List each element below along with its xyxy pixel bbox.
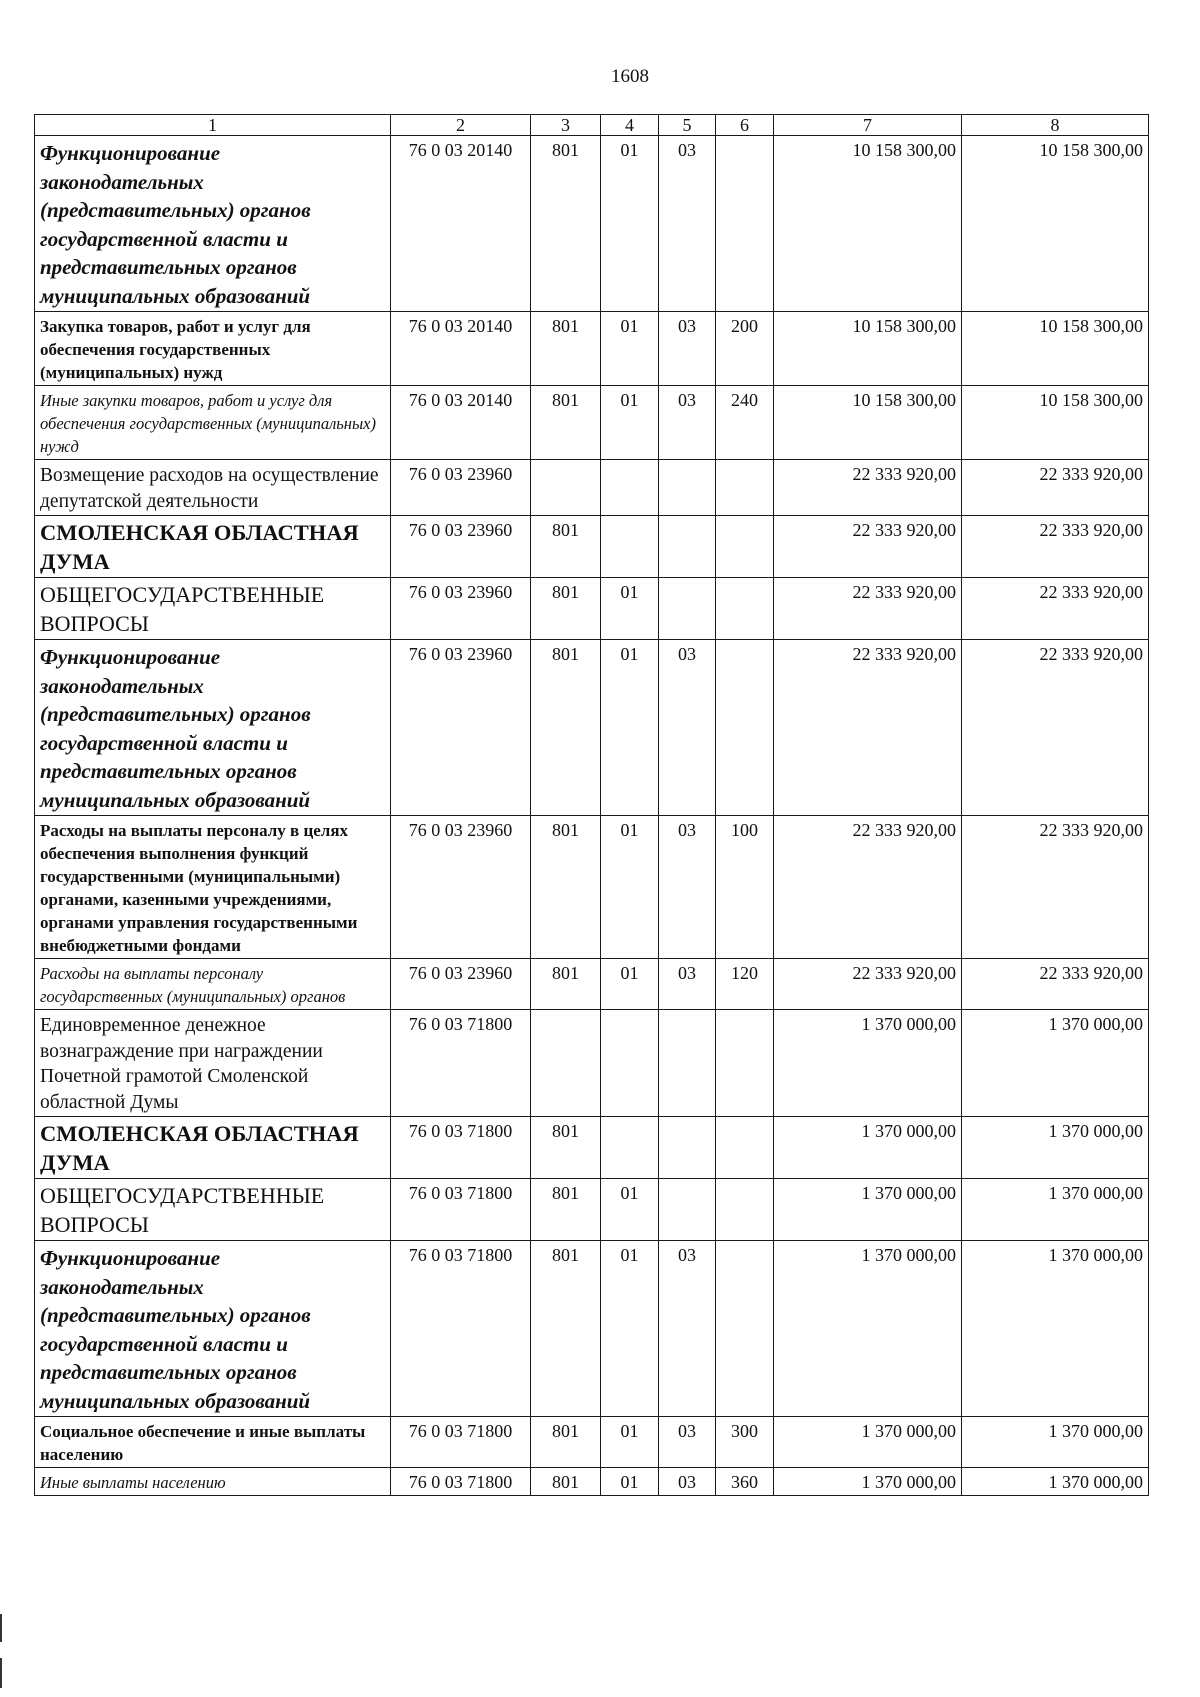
cell-amount-2: 22 333 920,00: [962, 640, 1149, 816]
cell-amount-2: 22 333 920,00: [962, 816, 1149, 959]
cell-ministry-code: 801: [531, 1179, 601, 1241]
cell-amount-2: 1 370 000,00: [962, 1117, 1149, 1179]
cell-ministry-code: 801: [531, 816, 601, 959]
cell-ministry-code: 801: [531, 136, 601, 312]
table-row: [35, 460, 1149, 516]
cell-amount-1: 22 333 920,00: [774, 460, 962, 516]
cell-expense-type: 200: [716, 312, 774, 386]
cell-name: Закупка товаров, работ и услуг для обеспечения государственных (муниципальных) нужд: [35, 312, 391, 386]
cell-expense-type: [716, 1117, 774, 1179]
cell-target-code: 76 0 03 20140: [391, 312, 531, 386]
budget-table: [34, 114, 1149, 1496]
cell-target-code: 76 0 03 23960: [391, 640, 531, 816]
table-row: [35, 1179, 1149, 1241]
cell-amount-1: 1 370 000,00: [774, 1417, 962, 1468]
cell-expense-type: 300: [716, 1417, 774, 1468]
cell-expense-type: 100: [716, 816, 774, 959]
cell-name: Расходы на выплаты персоналу в целях обеспечения выполнения функций государственными (муниципальными) органами, казенными учреждениями, органами управления государственными внебюджетными фондами: [35, 816, 391, 959]
cell-name: Функционирование законодательных (представительных) органов государственной власти и представительных органов муниципальных образований: [35, 640, 391, 816]
cell-ministry-code: 801: [531, 640, 601, 816]
cell-ministry-code: 801: [531, 1241, 601, 1417]
cell-target-code: 76 0 03 20140: [391, 136, 531, 312]
cell-amount-1: 10 158 300,00: [774, 136, 962, 312]
cell-section: 01: [601, 1417, 659, 1468]
cell-expense-type: [716, 460, 774, 516]
cell-expense-type: [716, 640, 774, 816]
cell-ministry-code: [531, 460, 601, 516]
header-cell: 1: [35, 115, 391, 136]
cell-subsection: [659, 460, 716, 516]
table-row: [35, 516, 1149, 578]
cell-expense-type: 240: [716, 386, 774, 460]
cell-expense-type: [716, 1010, 774, 1117]
cell-amount-2: 10 158 300,00: [962, 136, 1149, 312]
cell-name: Функционирование законодательных (представительных) органов государственной власти и представительных органов муниципальных образований: [35, 136, 391, 312]
cell-amount-1: 22 333 920,00: [774, 816, 962, 959]
header-cell: 3: [531, 115, 601, 136]
cell-amount-2: 22 333 920,00: [962, 578, 1149, 640]
cell-section: 01: [601, 816, 659, 959]
cell-amount-1: 1 370 000,00: [774, 1468, 962, 1496]
table-row: [35, 1117, 1149, 1179]
header-cell: 5: [659, 115, 716, 136]
cell-expense-type: [716, 136, 774, 312]
cell-name: Социальное обеспечение и иные выплаты населению: [35, 1417, 391, 1468]
cell-subsection: 03: [659, 1241, 716, 1417]
cell-subsection: [659, 516, 716, 578]
cell-ministry-code: 801: [531, 959, 601, 1010]
cell-name: Иные выплаты населению: [35, 1468, 391, 1496]
table-row: [35, 640, 1149, 816]
cell-target-code: 76 0 03 23960: [391, 516, 531, 578]
cell-amount-2: 10 158 300,00: [962, 386, 1149, 460]
cell-section: 01: [601, 578, 659, 640]
cell-ministry-code: 801: [531, 516, 601, 578]
cell-target-code: 76 0 03 23960: [391, 460, 531, 516]
cell-ministry-code: 801: [531, 578, 601, 640]
table-header-row: [35, 115, 1149, 136]
cell-amount-2: 1 370 000,00: [962, 1241, 1149, 1417]
cell-section: [601, 1117, 659, 1179]
cell-ministry-code: [531, 1010, 601, 1117]
cell-amount-2: 1 370 000,00: [962, 1010, 1149, 1117]
cell-expense-type: [716, 578, 774, 640]
cell-section: 01: [601, 1241, 659, 1417]
scan-edge-mark: [0, 1658, 2, 1688]
table-row: [35, 386, 1149, 460]
cell-name: Расходы на выплаты персоналу государственных (муниципальных) органов: [35, 959, 391, 1010]
cell-amount-1: 1 370 000,00: [774, 1117, 962, 1179]
cell-name: СМОЛЕНСКАЯ ОБЛАСТНАЯ ДУМА: [35, 516, 391, 578]
cell-amount-2: 1 370 000,00: [962, 1468, 1149, 1496]
cell-name: Иные закупки товаров, работ и услуг для обеспечения государственных (муниципальных) нужд: [35, 386, 391, 460]
cell-subsection: 03: [659, 136, 716, 312]
cell-amount-1: 22 333 920,00: [774, 516, 962, 578]
cell-ministry-code: 801: [531, 386, 601, 460]
cell-section: 01: [601, 1468, 659, 1496]
cell-section: [601, 460, 659, 516]
cell-name: СМОЛЕНСКАЯ ОБЛАСТНАЯ ДУМА: [35, 1117, 391, 1179]
cell-section: 01: [601, 136, 659, 312]
scan-edge-mark: [0, 1614, 2, 1642]
table-row: [35, 959, 1149, 1010]
cell-amount-2: 22 333 920,00: [962, 516, 1149, 578]
cell-section: [601, 516, 659, 578]
cell-amount-1: 22 333 920,00: [774, 640, 962, 816]
cell-expense-type: [716, 1241, 774, 1417]
cell-section: 01: [601, 312, 659, 386]
header-cell: 4: [601, 115, 659, 136]
table-row: [35, 816, 1149, 959]
cell-target-code: 76 0 03 23960: [391, 578, 531, 640]
cell-name: ОБЩЕГОСУДАРСТВЕННЫЕ ВОПРОСЫ: [35, 1179, 391, 1241]
cell-subsection: 03: [659, 816, 716, 959]
cell-subsection: [659, 578, 716, 640]
table-row: [35, 136, 1149, 312]
cell-expense-type: [716, 1179, 774, 1241]
cell-amount-1: 10 158 300,00: [774, 386, 962, 460]
cell-section: 01: [601, 1179, 659, 1241]
cell-subsection: 03: [659, 959, 716, 1010]
cell-section: 01: [601, 640, 659, 816]
cell-target-code: 76 0 03 23960: [391, 816, 531, 959]
cell-amount-2: 1 370 000,00: [962, 1417, 1149, 1468]
table-row: [35, 1241, 1149, 1417]
cell-subsection: [659, 1010, 716, 1117]
cell-subsection: 03: [659, 1417, 716, 1468]
cell-amount-2: 22 333 920,00: [962, 959, 1149, 1010]
header-cell: 8: [962, 115, 1149, 136]
cell-target-code: 76 0 03 71800: [391, 1241, 531, 1417]
cell-expense-type: 360: [716, 1468, 774, 1496]
cell-amount-1: 22 333 920,00: [774, 578, 962, 640]
cell-subsection: 03: [659, 312, 716, 386]
cell-name: ОБЩЕГОСУДАРСТВЕННЫЕ ВОПРОСЫ: [35, 578, 391, 640]
cell-subsection: 03: [659, 1468, 716, 1496]
cell-target-code: 76 0 03 23960: [391, 959, 531, 1010]
cell-amount-2: 22 333 920,00: [962, 460, 1149, 516]
cell-target-code: 76 0 03 71800: [391, 1010, 531, 1117]
cell-subsection: 03: [659, 386, 716, 460]
cell-amount-1: 1 370 000,00: [774, 1010, 962, 1117]
header-cell: 2: [391, 115, 531, 136]
cell-name: Возмещение расходов на осуществление депутатской деятельности: [35, 460, 391, 516]
table-row: [35, 312, 1149, 386]
header-cell: 7: [774, 115, 962, 136]
table-row: [35, 1010, 1149, 1117]
cell-target-code: 76 0 03 20140: [391, 386, 531, 460]
cell-name: Единовременное денежное вознаграждение при награждении Почетной грамотой Смоленской областной Думы: [35, 1010, 391, 1117]
cell-target-code: 76 0 03 71800: [391, 1417, 531, 1468]
cell-subsection: [659, 1179, 716, 1241]
cell-ministry-code: 801: [531, 1468, 601, 1496]
cell-section: [601, 1010, 659, 1117]
cell-target-code: 76 0 03 71800: [391, 1179, 531, 1241]
cell-target-code: 76 0 03 71800: [391, 1468, 531, 1496]
cell-subsection: 03: [659, 640, 716, 816]
cell-amount-2: 10 158 300,00: [962, 312, 1149, 386]
cell-name: Функционирование законодательных (представительных) органов государственной власти и представительных органов муниципальных образований: [35, 1241, 391, 1417]
table-row: [35, 1417, 1149, 1468]
cell-ministry-code: 801: [531, 312, 601, 386]
cell-ministry-code: 801: [531, 1417, 601, 1468]
cell-amount-1: 10 158 300,00: [774, 312, 962, 386]
cell-amount-1: 1 370 000,00: [774, 1179, 962, 1241]
cell-amount-2: 1 370 000,00: [962, 1179, 1149, 1241]
cell-subsection: [659, 1117, 716, 1179]
cell-amount-1: 1 370 000,00: [774, 1241, 962, 1417]
cell-expense-type: 120: [716, 959, 774, 1010]
header-cell: 6: [716, 115, 774, 136]
table-row: [35, 578, 1149, 640]
cell-section: 01: [601, 386, 659, 460]
cell-section: 01: [601, 959, 659, 1010]
page-number: 1608: [611, 66, 649, 87]
cell-expense-type: [716, 516, 774, 578]
cell-amount-1: 22 333 920,00: [774, 959, 962, 1010]
cell-target-code: 76 0 03 71800: [391, 1117, 531, 1179]
cell-ministry-code: 801: [531, 1117, 601, 1179]
table-row: [35, 1468, 1149, 1496]
